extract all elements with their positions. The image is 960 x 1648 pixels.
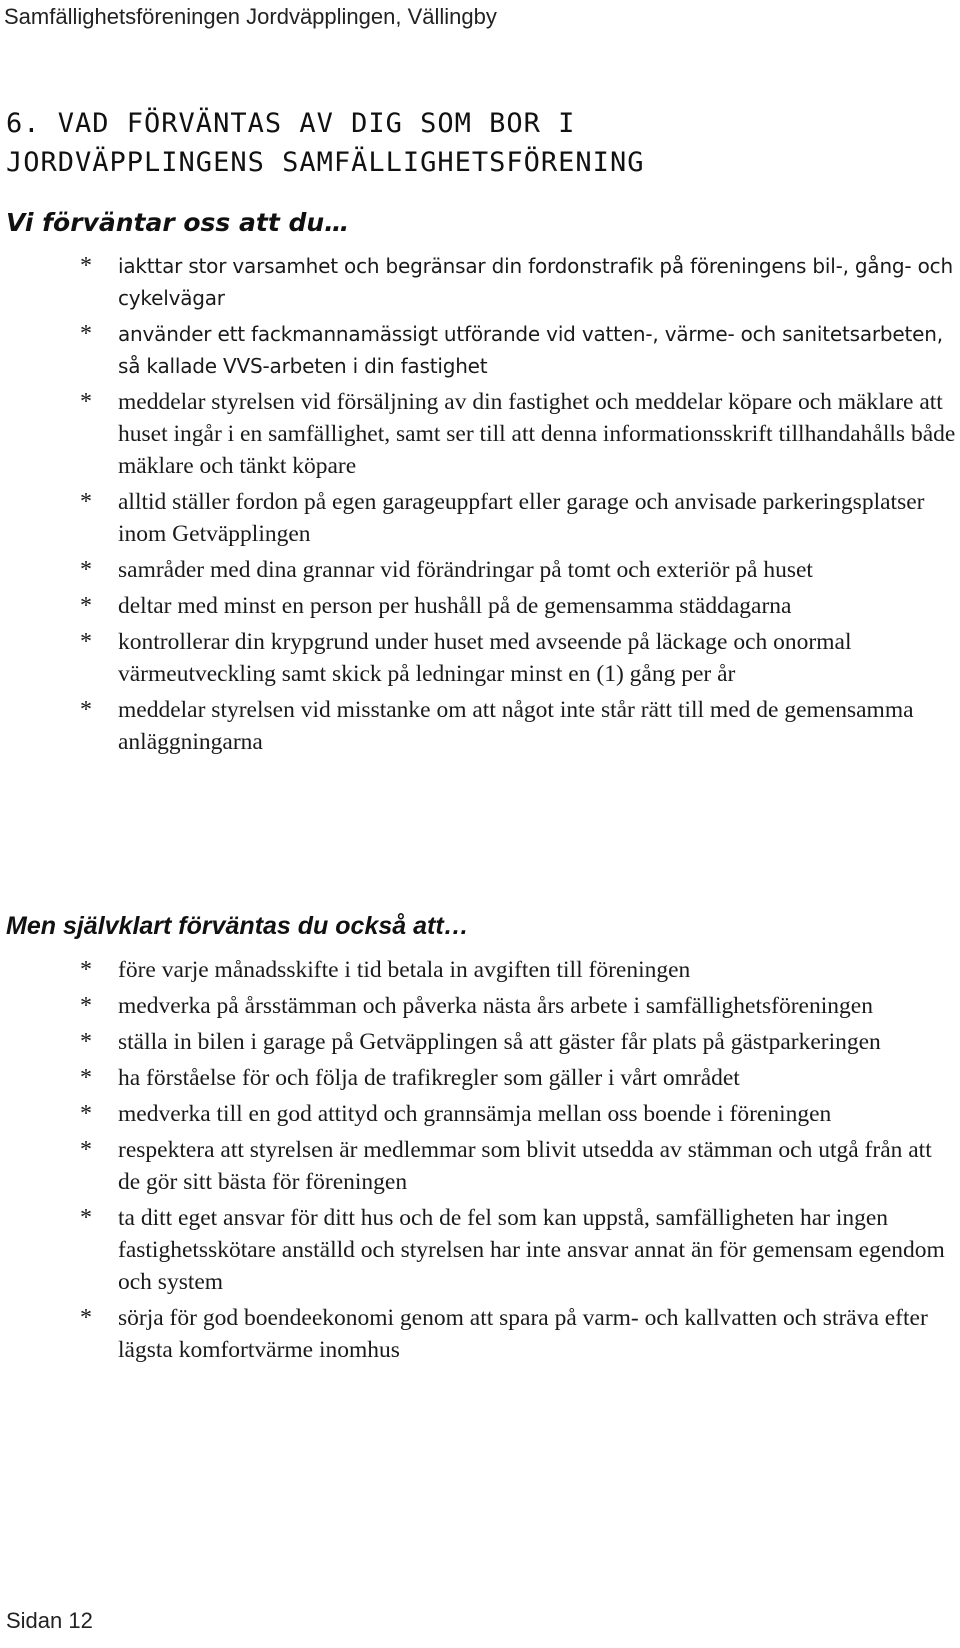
bullet-asterisk: * xyxy=(80,389,92,415)
list-item-text: före varje månadsskifte i tid betala in avgiften till föreningen xyxy=(118,957,691,983)
list-item-text: ha förståelse för och följa de trafikregler som gäller i vårt området xyxy=(118,1065,740,1091)
list-item xyxy=(80,990,956,1022)
list-item xyxy=(80,386,956,482)
page-heading xyxy=(6,104,644,182)
list-item-text: respektera att styrelsen är medlemmar som blivit utsedda av stämman och utgå från att de gör sitt bästa för föreningen xyxy=(118,1137,932,1195)
list-item xyxy=(80,554,956,586)
bullet-asterisk: * xyxy=(80,1305,92,1331)
list-item xyxy=(80,626,956,690)
list-item xyxy=(80,318,956,382)
list-item-text: meddelar styrelsen vid misstanke om att något inte står rätt till med de gemensamma anläggningarna xyxy=(118,697,914,755)
section-1-list xyxy=(80,250,956,762)
bullet-asterisk: * xyxy=(80,557,92,583)
bullet-asterisk: * xyxy=(80,1137,92,1163)
section-2-title: Men självklart förväntas du också att… xyxy=(6,912,469,940)
bullet-asterisk: * xyxy=(80,253,92,279)
list-item-text: kontrollerar din krypgrund under huset med avseende på läckage och onormal värmeutveckling samt skick på ledningar minst en (1) gång per år xyxy=(118,629,852,687)
list-item xyxy=(80,954,956,986)
bullet-asterisk: * xyxy=(80,489,92,515)
list-item-text: ställa in bilen i garage på Getväpplingen så att gäster får plats på gästparkeringen xyxy=(118,1029,881,1055)
list-item xyxy=(80,1098,956,1130)
list-item-text: alltid ställer fordon på egen garageuppfart eller garage och anvisade parkeringsplatser inom Getväpplingen xyxy=(118,489,925,547)
bullet-asterisk: * xyxy=(80,1205,92,1231)
page-number: Sidan 12 xyxy=(6,1608,93,1633)
bullet-asterisk: * xyxy=(80,629,92,655)
list-item xyxy=(80,1202,956,1298)
bullet-asterisk: * xyxy=(80,321,92,347)
bullet-asterisk: * xyxy=(80,593,92,619)
list-item xyxy=(80,1302,956,1366)
list-item-text: samråder med dina grannar vid förändringar på tomt och exteriör på huset xyxy=(118,557,813,583)
bullet-asterisk: * xyxy=(80,993,92,1019)
document-header: Samfällighetsföreningen Jordväpplingen, Vällingby xyxy=(4,4,497,29)
list-item-text: ta ditt eget ansvar för ditt hus och de fel som kan uppstå, samfälligheten har ingen fastighetsskötare anställd och styrelsen har inte ansvar annat än för gemensam egendom och system xyxy=(118,1205,945,1295)
list-item-text: medverka på årsstämman och påverka nästa års arbete i samfällighetsföreningen xyxy=(118,993,873,1019)
list-item xyxy=(80,250,956,314)
bullet-asterisk: * xyxy=(80,1029,92,1055)
bullet-asterisk: * xyxy=(80,1065,92,1091)
list-item-text: meddelar styrelsen vid försäljning av din fastighet och meddelar köpare och mäklare att huset ingår i en samfällighet, samt ser till att denna informationsskrift tillhandahålls både mäklare och tänkt köpare xyxy=(118,389,956,479)
list-item-text: medverka till en god attityd och grannsämja mellan oss boende i föreningen xyxy=(118,1101,832,1127)
list-item xyxy=(80,486,956,550)
list-item-text: använder ett fackmannamässigt utförande vid vatten-, värme- och sanitetsarbeten, så kallade VVS-arbeten i din fastighet xyxy=(118,322,943,378)
section-2-list xyxy=(80,954,956,1370)
list-item xyxy=(80,694,956,758)
list-item-text: iakttar stor varsamhet och begränsar din fordonstrafik på föreningens bil-, gång- och cykelvägar xyxy=(118,254,953,310)
list-item xyxy=(80,1026,956,1058)
bullet-asterisk: * xyxy=(80,1101,92,1127)
list-item xyxy=(80,1062,956,1094)
bullet-asterisk: * xyxy=(80,697,92,723)
page-heading-line-2: JORDVÄPPLINGENS SAMFÄLLIGHETSFÖRENING xyxy=(6,147,645,178)
bullet-asterisk: * xyxy=(80,957,92,983)
section-1-title: Vi förväntar oss att du… xyxy=(6,208,350,237)
page-heading-line-1: 6. VAD FÖRVÄNTAS AV DIG SOM BOR I xyxy=(6,108,576,139)
list-item-text: deltar med minst en person per hushåll på de gemensamma städdagarna xyxy=(118,593,792,619)
list-item xyxy=(80,590,956,622)
list-item xyxy=(80,1134,956,1198)
list-item-text: sörja för god boendeekonomi genom att spara på varm- och kallvatten och sträva efter lägsta komfortvärme inomhus xyxy=(118,1305,928,1363)
